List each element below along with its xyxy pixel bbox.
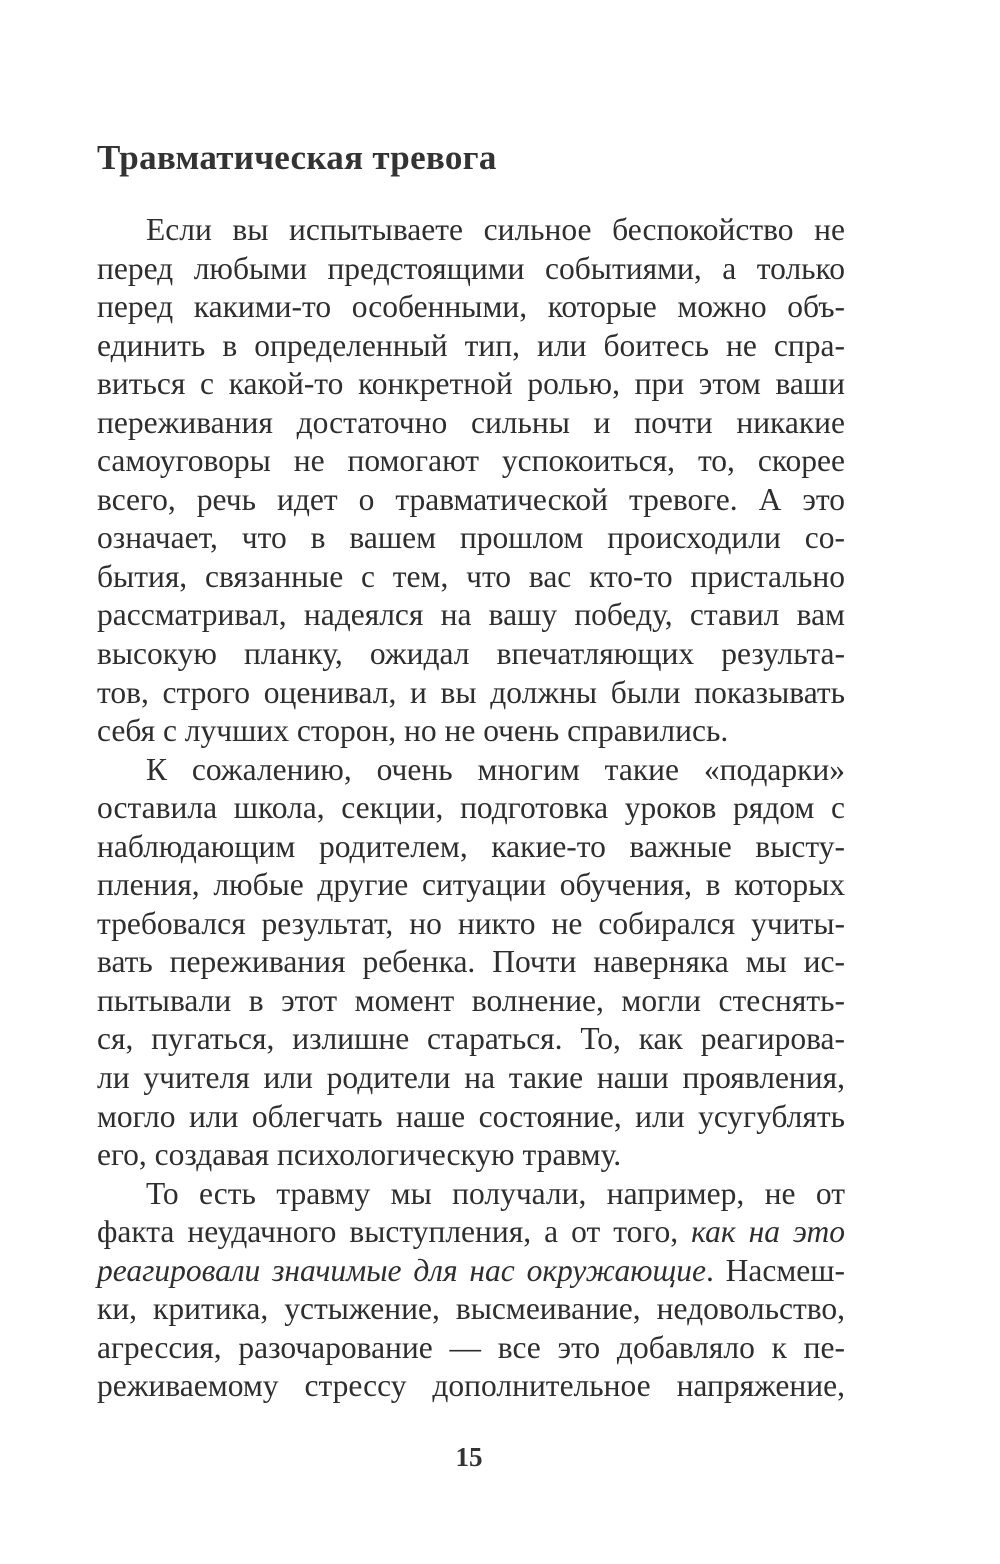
- text-line: перед какими-то особенными, которые можно объ-: [97, 289, 845, 325]
- text-line: могло или облегчать наше состояние, или усугублять: [97, 1098, 845, 1134]
- text-line: всего, речь идет о травматической тревоге. А это: [97, 481, 845, 517]
- text-line: ки, критика, устыжение, высмеивание, недовольство,: [97, 1291, 845, 1327]
- text-line: пления, любые другие ситуации обучения, в которых: [97, 867, 845, 903]
- text-line: требовался результат, но никто не собирался учиты-: [97, 905, 845, 941]
- paragraph-2: [97, 751, 845, 1175]
- text-line: вать переживания ребенка. Почти наверняка мы ис-: [97, 944, 845, 980]
- text-line: виться с какой-то конкретной ролью, при этом ваши: [97, 366, 845, 402]
- text-line: агрессия, разочарование — все это добавляло к пе-: [97, 1329, 845, 1365]
- text-line: перед любыми предстоящими событиями, а только: [97, 250, 845, 286]
- text-line: означает, что в вашем прошлом происходили со-: [97, 520, 845, 556]
- text-line: Если вы испытываете сильное беспокойство не: [146, 212, 845, 247]
- italic-segment: как на это: [691, 1214, 845, 1250]
- paragraph-1: [97, 211, 845, 751]
- text-line: ли учителя или родители на такие наши проявления,: [97, 1060, 845, 1096]
- text-line: самоуговоры не помогают успокоиться, то, скорее: [97, 443, 845, 479]
- text-line: То есть травму мы получали, например, не от: [146, 1175, 845, 1211]
- text-line: тов, строго оценивал, и вы должны были показывать: [97, 674, 845, 710]
- text-line: бытия, связанные с тем, что вас кто-то пристально: [97, 558, 845, 594]
- text-segment: . Насмеш-: [705, 1252, 845, 1288]
- text-line: оставила школа, секции, подготовка уроков рядом с: [97, 790, 845, 826]
- text-line: К сожалению, очень многим такие «подарки»: [146, 751, 845, 787]
- text-line: пытывали в этот момент волнение, могли стеснять-: [97, 982, 845, 1018]
- text-line: его, создавая психологическую травму.: [97, 1137, 622, 1173]
- text-line: переживания достаточно сильны и почти никакие: [97, 404, 845, 440]
- text-line: наблюдающим родителем, какие-то важные высту-: [97, 828, 845, 864]
- body-text: [97, 211, 845, 1406]
- text-line: реживаемому стрессу дополнительное напряжение,: [97, 1368, 845, 1404]
- text-line: единить в определенный тип, или боитесь не спра-: [97, 327, 845, 363]
- page-number: 15: [455, 1442, 483, 1472]
- italic-segment: реагировали значимые для нас окружающие: [97, 1252, 706, 1288]
- text-line: ся, пугаться, излишне стараться. То, как реагирова-: [97, 1021, 845, 1057]
- text-line: высокую планку, ожидал впечатляющих результа-: [97, 636, 845, 672]
- text-line-mixed: [97, 1252, 845, 1291]
- text-line: себя с лучших сторон, но не очень справились.: [97, 713, 729, 749]
- text-segment: факта неудачного выступления, а от того,: [97, 1214, 692, 1250]
- text-line-mixed: [97, 1213, 845, 1252]
- text-line: рассматривал, надеялся на вашу победу, ставил вам: [97, 597, 845, 633]
- section-heading: Травматическая тревога: [97, 138, 497, 177]
- paragraph-3: [97, 1175, 845, 1406]
